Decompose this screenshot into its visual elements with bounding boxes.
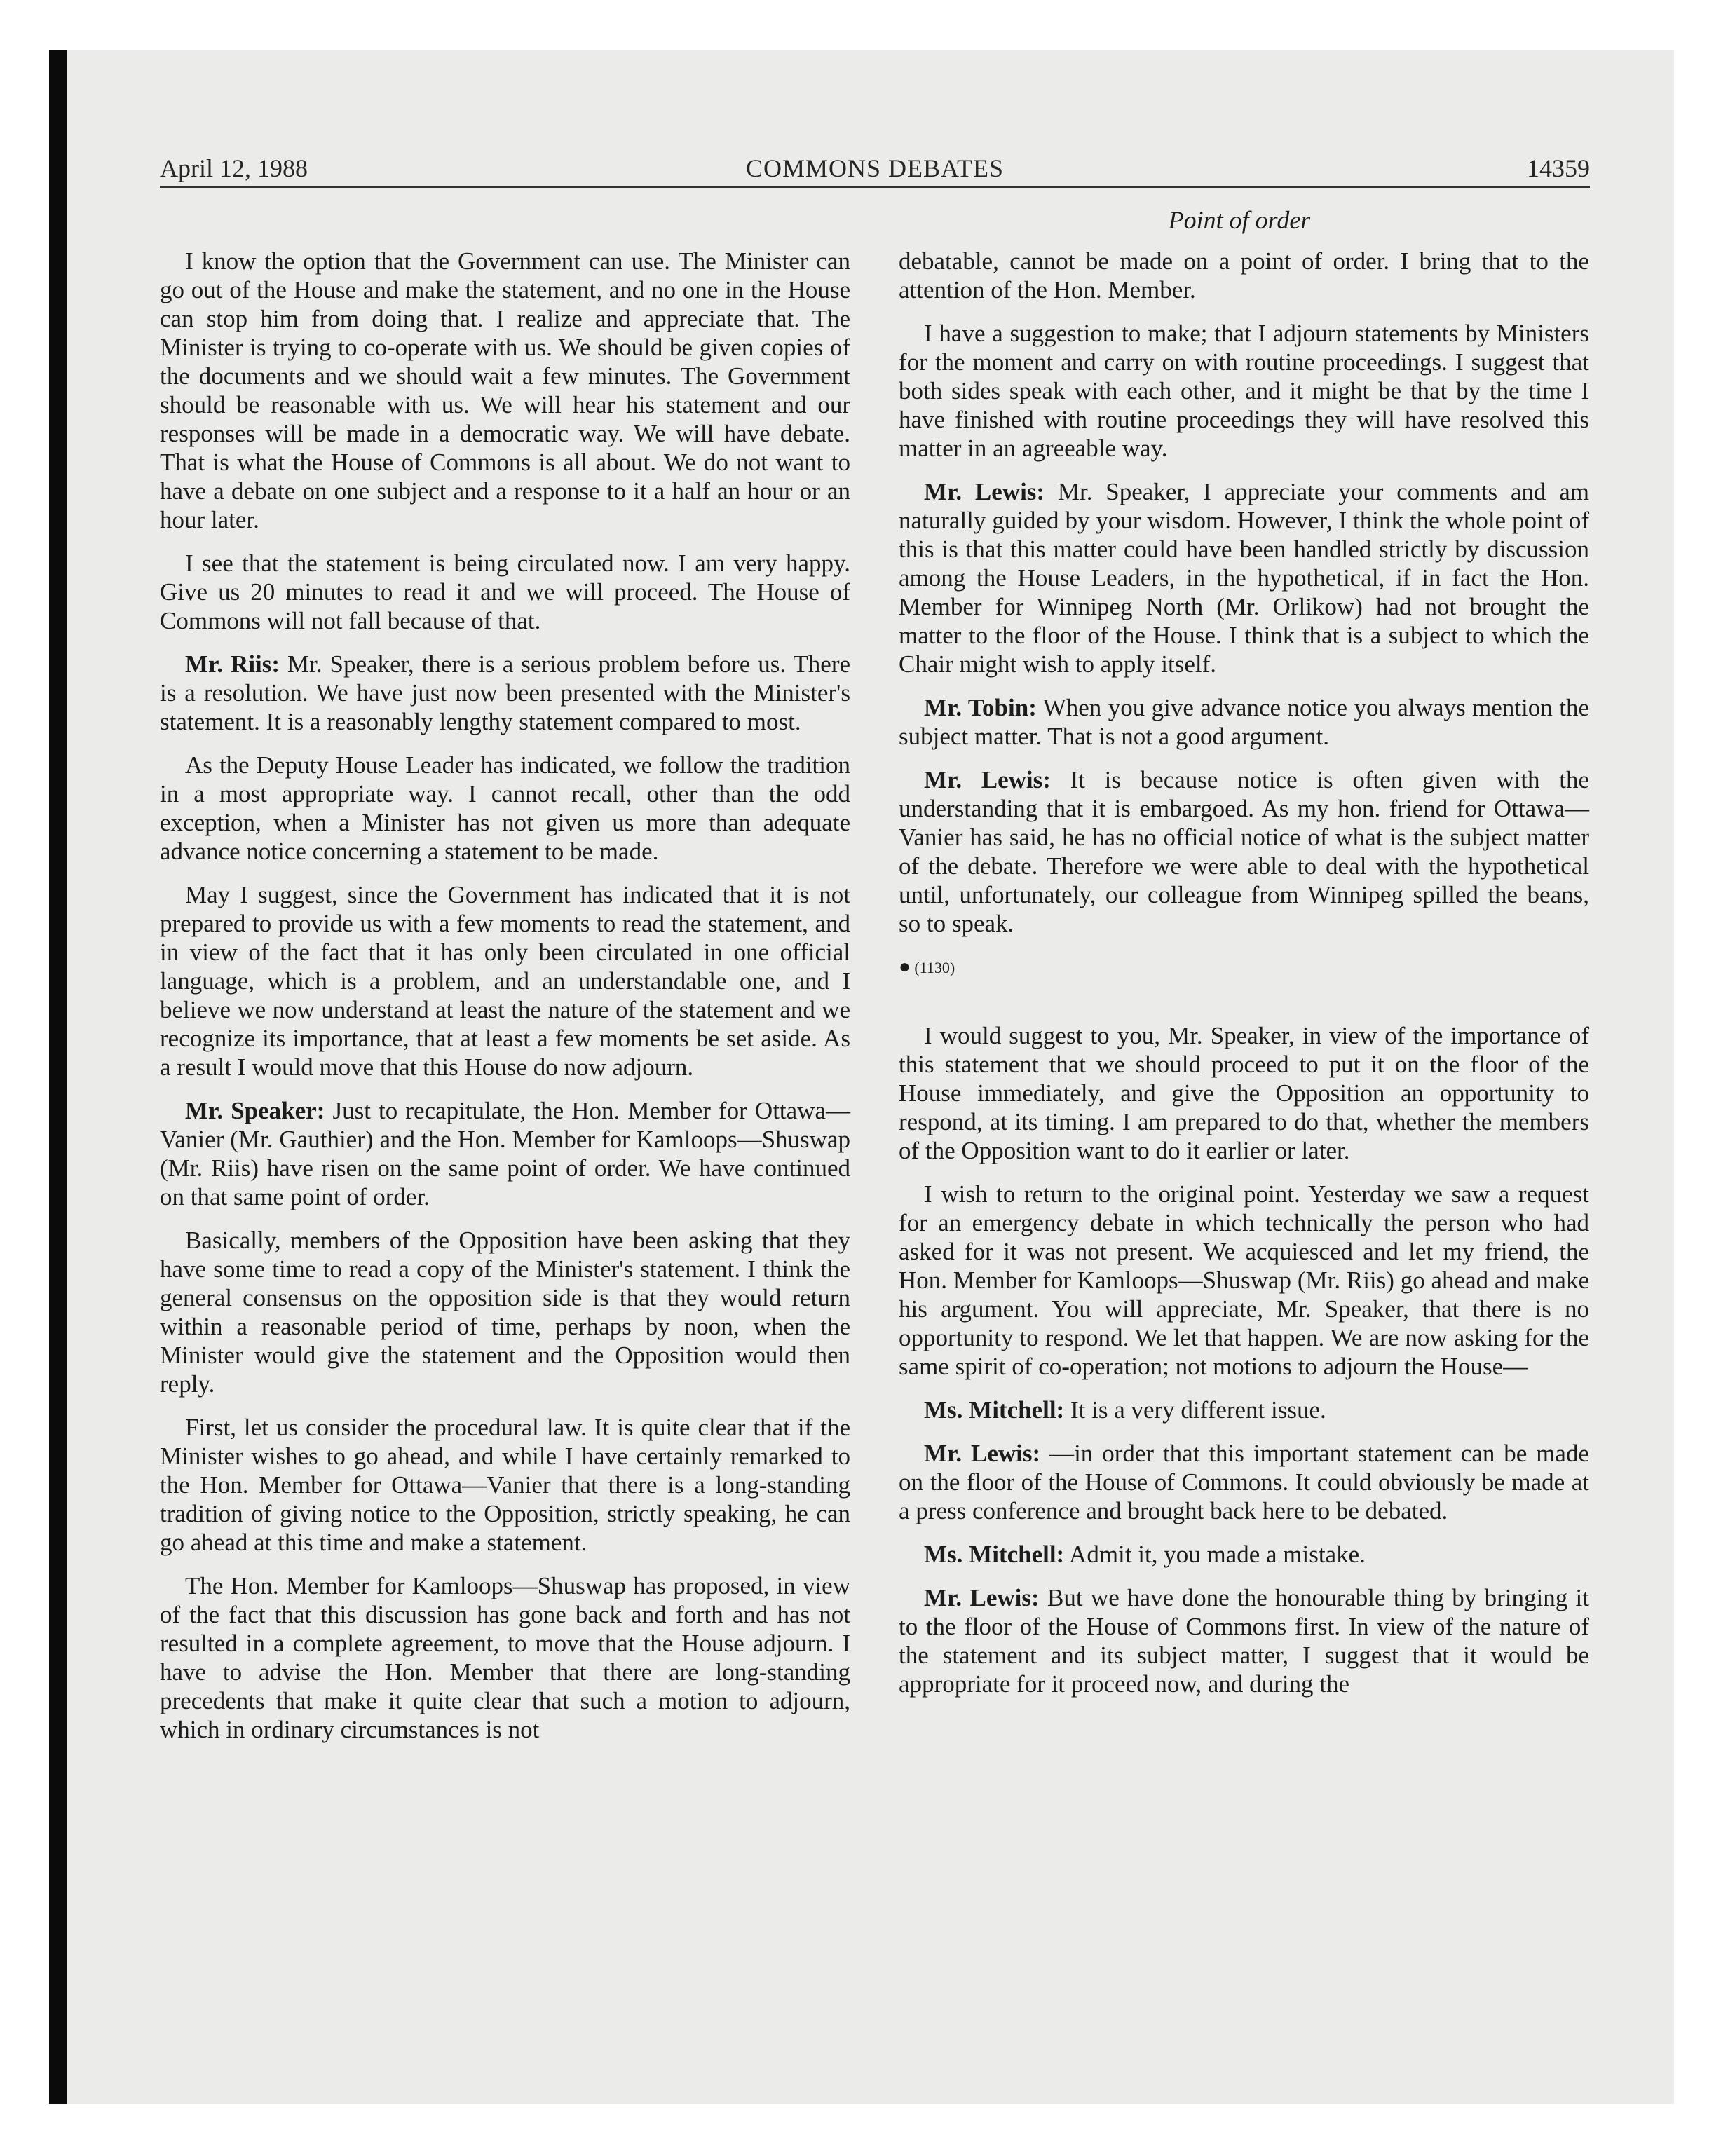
speech-text: When you give advance notice you always mention the subject matter. That is not a good argument. (899, 694, 1589, 750)
right-column (899, 247, 1589, 1698)
speech-text: But we have done the honourable thing by bringing it to the floor of the House of Commons first. In view of the nature of the statement and its subject matter, I suggest that it would be appropriate for it proceed now, and during the (899, 1584, 1590, 1698)
speech-paragraph (899, 693, 1589, 751)
bullet-icon: ● (899, 956, 911, 978)
left-column (160, 247, 850, 1744)
speech-paragraph (160, 650, 850, 736)
paragraph: I would suggest to you, Mr. Speaker, in view of the importance of this statement that we should proceed to put it on the floor of the House immediately, and give the Opposition an opportunity to respond, at its timing. I am prepared to do that, whether the members of the Opposition want to do it earlier or later. (899, 1022, 1589, 1164)
time-marker-text: (1130) (914, 959, 955, 976)
speaker-name: Mr. Tobin: (924, 694, 1037, 721)
paragraph: Basically, members of the Opposition have been asking that they have some time to read a copy of the Minister's statement. I think the general consensus on the opposition side is that they would return within a reasonable period of time, perhaps by noon, when the Minister would give the statement and the Opposition would then reply. (160, 1227, 850, 1398)
speaker-name: Mr. Speaker: (185, 1097, 325, 1124)
paragraph: May I suggest, since the Government has indicated that it is not prepared to provide us with a few moments to read the statement, and in view of the fact that it has only been circulated in one official language, which is a problem, and an understandable one, and I believe we now understand at least the nature of the statement and we recognize its importance, that at least a few moments be set aside. As a result I would move that this House do now adjourn. (160, 881, 850, 1081)
paragraph: I know the option that the Government can use. The Minister can go out of the House and make the statement, and no one in the House can stop him from doing that. I realize and appreciate that. The Minister is trying to co-operate with us. We should be given copies of the documents and we should wait a few minutes. The Government should be reasonable with us. We will hear his statement and our responses will be made in a democratic way. We will have debate. That is what the House of Commons is all about. We do not want to have a debate on one subject and a response to it a half an hour or an hour later. (160, 247, 850, 533)
speech-text: Mr. Speaker, there is a serious problem before us. There is a resolution. We have just now been presented with the Minister's statement. It is a reasonably lengthy statement compared to most. (160, 650, 851, 735)
speech-text: It is a very different issue. (1070, 1396, 1326, 1424)
speaker-name: Mr. Lewis: (924, 1584, 1040, 1611)
speech-paragraph (899, 1439, 1589, 1525)
speaker-name: Mr. Riis: (185, 650, 280, 678)
header-page-number: 14359 (1527, 154, 1590, 182)
header-rule (160, 186, 1590, 188)
speech-text: Admit it, you made a mistake. (1069, 1541, 1366, 1568)
page-header (160, 151, 1590, 185)
paragraph: I wish to return to the original point. Yesterday we saw a request for an emergency debate in which technically the person who had asked for it was not present. We acquiesced and let my friend, the Hon. Member for Kamloops—Shuswap (Mr. Riis) go ahead and make his argument. You will appreciate, Mr. Speaker, that there is no opportunity to respond. We let that happen. We are now asking for the same spirit of co-operation; not motions to adjourn the House— (899, 1180, 1589, 1380)
speech-paragraph (899, 1396, 1589, 1424)
speech-paragraph (899, 765, 1589, 938)
header-date: April 12, 1988 (160, 154, 308, 182)
speaker-name: Mr. Lewis: (924, 478, 1045, 505)
speech-paragraph (899, 1583, 1589, 1698)
paragraph: debatable, cannot be made on a point of order. I bring that to the attention of the Hon. Member. (899, 247, 1589, 303)
header-publication: COMMONS DEBATES (745, 154, 1005, 182)
scan-edge-shadow (49, 50, 67, 2104)
paragraph: First, let us consider the procedural law. It is quite clear that if the Minister wishes to go ahead, and while I have certainly remarked to the Hon. Member for Ottawa—Vanier that there is a long-standing tradition of giving notice to the Opposition, strictly speaking, he can go ahead at this time and make a statement. (160, 1414, 850, 1556)
speech-text: It is because notice is often given with the understanding that it is embargoed. As my hon. friend for Ottawa—Vanier has said, he has no official notice of what is the subject matter of the debate. Therefore we were able to deal with the hypothetical until, unfortunately, our colleague from Winnipeg spilled the beans, so to speak. (899, 766, 1589, 937)
paragraph: I see that the statement is being circulated now. I am very happy. Give us 20 minutes to read it and we will proceed. The House of Commons will not fall because of that. (160, 550, 850, 634)
speech-paragraph (160, 1096, 850, 1211)
speech-text: Mr. Speaker, I appreciate your comments and am naturally guided by your wisdom. However, I think the whole point of this is that this matter could have been handled strictly by discussion among the House Leaders, in the hypothetical, if in fact the Hon. Member for Winnipeg North (Mr. Orlikow) had not brought the matter to the floor of the House. I think that is a subject to which the Chair might wish to apply itself. (899, 478, 1589, 678)
paragraph: I have a suggestion to make; that I adjourn statements by Ministers for the moment and carry on with routine proceedings. I suggest that both sides speak with each other, and it might be that by the time I have finished with routine proceedings they will have resolved this matter in an agreeable way. (899, 320, 1589, 462)
section-subheading: Point of order (1168, 206, 1311, 234)
speech-text: —in order that this important statement can be made on the floor of the House of Commons. It could obviously be made at a press conference and brought back here to be debated. (899, 1440, 1590, 1524)
speaker-name: Ms. Mitchell: (924, 1541, 1065, 1568)
paragraph: The Hon. Member for Kamloops—Shuswap has proposed, in view of the fact that this discussion has gone back and forth and has not resulted in a complete agreement, to move that the House adjourn. I have to advise the Hon. Member that there are long-standing precedents that make it quite clear that such a motion to adjourn, which in ordinary circumstances is not (160, 1572, 850, 1743)
speaker-name: Ms. Mitchell: (924, 1396, 1065, 1424)
speech-paragraph (899, 1540, 1589, 1569)
speech-text: Just to recapitulate, the Hon. Member for Ottawa—Vanier (Mr. Gauthier) and the Hon. Member for Kamloops—Shuswap (Mr. Riis) have risen on the same point of order. We have continued on that same point of order. (160, 1097, 850, 1210)
speech-paragraph (899, 477, 1589, 678)
speaker-name: Mr. Lewis: (924, 1440, 1041, 1467)
time-marker (899, 953, 1589, 982)
speaker-name: Mr. Lewis: (924, 766, 1051, 793)
paragraph: As the Deputy House Leader has indicated, we follow the tradition in a most appropriate way. I cannot recall, other than the odd exception, when a Minister has not given us more than adequate advance notice concerning a statement to be made. (160, 751, 850, 865)
